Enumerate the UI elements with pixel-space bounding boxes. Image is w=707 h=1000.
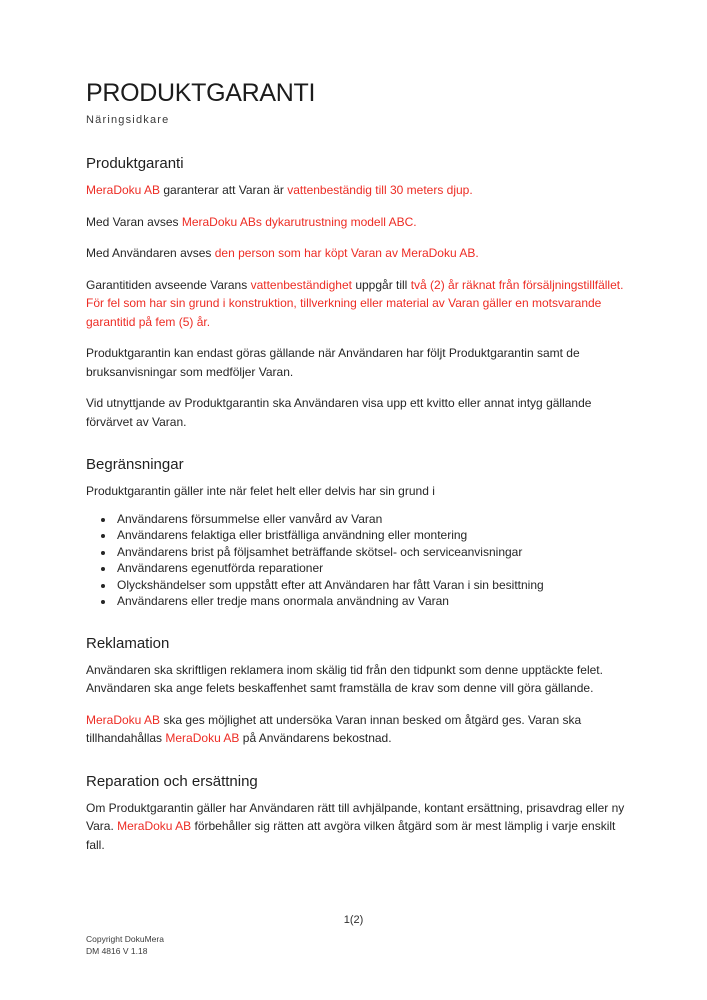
text-run: uppgår till — [351, 277, 411, 292]
text-run: Med Varan avses — [86, 214, 182, 229]
paragraph — [86, 344, 627, 381]
red-text-run: vattenbeständighet — [250, 277, 352, 292]
document-subtitle: Näringsidkare — [86, 114, 170, 127]
copyright-line: Copyright DokuMera — [86, 934, 164, 944]
red-text-run: två (2) år räknat från försäljningstillfället. För fel som har sin grund i konstruktion, tillverkning eller material av Varan gäller en motsvarande garantitid på fem (5) år. — [86, 277, 624, 329]
text-run: Med Användaren avses — [86, 246, 215, 261]
text-run: Vid utnyttjande av Produktgarantin ska Användaren visa upp ett kvitto eller annat intyg gällande förvärvet av Varan. — [86, 396, 592, 429]
text-run: ska ges möjlighet att undersöka Varan innan besked om åtgärd ges. Varan ska tillhandahållas — [86, 712, 582, 746]
document-title: PRODUKTGARANTI — [86, 79, 316, 107]
document-header — [86, 78, 627, 126]
paragraph — [86, 181, 627, 200]
text-run: på Användarens bekostnad. — [239, 731, 392, 746]
document-body — [86, 154, 627, 854]
text-run: garanterar att Varan är — [160, 183, 288, 198]
text-run: Användaren ska skriftligen reklamera inom skälig tid från den tidpunkt som denne upptäckte felet. Användaren ska ange felets beskaffenhet samt framställa de krav som denne vill göra gällande. — [86, 662, 603, 696]
paragraph — [86, 661, 627, 698]
red-text-run: MeraDoku AB — [165, 731, 240, 746]
text-run: Produktgarantin gäller inte när felet helt eller delvis har sin grund i — [86, 484, 435, 499]
section — [86, 455, 627, 610]
page-number: 1(2) — [343, 914, 364, 926]
paragraph — [86, 213, 627, 232]
red-text-run: den person som har köpt Varan av MeraDoku AB. — [214, 246, 479, 261]
section-heading: Reparation och ersättning — [86, 772, 258, 790]
text-run: Om Produktgarantin gäller har Användaren rätt till avhjälpande, kontant ersättning, prisavdrag eller ny Vara. — [86, 800, 625, 834]
paragraph — [86, 276, 627, 332]
bullet-item: • Användarens felaktiga eller bristfälliga användning eller montering — [115, 527, 627, 544]
section — [86, 634, 627, 748]
red-text-run: MeraDoku AB — [86, 183, 161, 198]
text-run: Produktgarantin kan endast göras gällande när Användaren har följt Produktgarantin samt de bruksanvisningar som medföljer Varan. — [86, 346, 580, 379]
red-text-run: MeraDoku ABs dykarutrustning modell ABC. — [181, 214, 417, 229]
paragraph — [86, 711, 627, 748]
paragraph — [86, 799, 627, 855]
bullet-item: • Användarens brist på följsamhet beträffande skötsel- och serviceanvisningar — [115, 544, 627, 561]
red-text-run: MeraDoku AB — [117, 819, 192, 834]
paragraph — [86, 244, 627, 263]
red-text-run: vattenbeständig till 30 meters djup. — [287, 183, 473, 198]
section-heading: Produktgaranti — [86, 155, 184, 173]
section — [86, 154, 627, 431]
section-heading: Begränsningar — [86, 456, 184, 474]
text-run: Garantitiden avseende Varans — [86, 277, 251, 292]
bullet-item: • Användarens eller tredje mans onormala användning av Varan — [115, 593, 627, 610]
paragraph — [86, 482, 627, 501]
section — [86, 772, 627, 855]
document-version-line: DM 4816 V 1.18 — [86, 945, 148, 956]
bullet-item: • Olyckshändelser som uppstått efter att Användaren har fått Varan i sin besittning — [115, 577, 627, 594]
paragraph — [86, 394, 627, 431]
red-text-run: MeraDoku AB — [86, 712, 161, 727]
text-run: förbehåller sig rätten att avgöra vilken åtgärd som är mest lämplig i varje enskilt fall. — [86, 819, 616, 852]
bullet-list — [86, 511, 627, 610]
bullet-item: • Användarens egenutförda reparationer — [115, 560, 627, 577]
footer-copyright — [86, 934, 164, 957]
bullet-item: • Användarens försummelse eller vanvård av Varan — [115, 511, 627, 528]
section-heading: Reklamation — [86, 634, 170, 652]
sections-container — [86, 154, 627, 854]
